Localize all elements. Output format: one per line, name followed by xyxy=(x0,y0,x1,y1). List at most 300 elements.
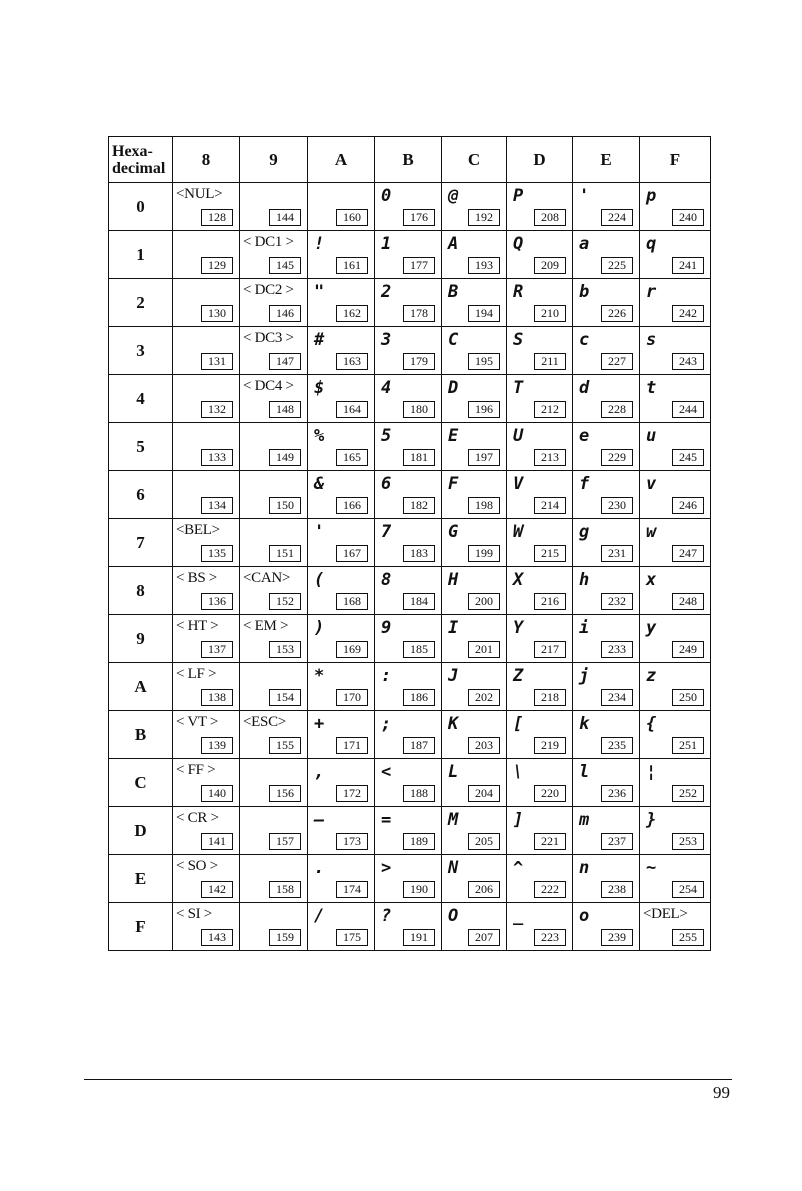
character-glyph: { xyxy=(646,714,657,734)
character-glyph: ' xyxy=(314,522,325,542)
character-glyph: U xyxy=(513,426,524,446)
table-cell xyxy=(173,711,240,759)
table-row xyxy=(109,519,711,567)
table-cell xyxy=(375,471,442,519)
character-glyph: R xyxy=(513,282,524,302)
decimal-code-box: 222 xyxy=(534,881,566,898)
column-header: 9 xyxy=(240,137,308,183)
control-code-label: <CAN> xyxy=(243,570,291,586)
table-row xyxy=(109,231,711,279)
character-glyph: = xyxy=(381,810,392,830)
decimal-code-box: 191 xyxy=(403,929,435,946)
decimal-code-box: 151 xyxy=(269,545,301,562)
row-header: 4 xyxy=(109,375,173,423)
character-glyph: r xyxy=(646,282,657,302)
control-code-label: <BEL> xyxy=(176,522,220,538)
decimal-code-box: 220 xyxy=(534,785,566,802)
table-cell xyxy=(507,903,573,951)
table-cell xyxy=(573,567,640,615)
decimal-code-box: 150 xyxy=(269,497,301,514)
table-cell xyxy=(375,519,442,567)
decimal-code-box: 181 xyxy=(403,449,435,466)
decimal-code-box: 214 xyxy=(534,497,566,514)
character-glyph: _ xyxy=(513,906,524,926)
decimal-code-box: 221 xyxy=(534,833,566,850)
decimal-code-box: 230 xyxy=(601,497,633,514)
decimal-code-box: 154 xyxy=(269,689,301,706)
decimal-code-box: 232 xyxy=(601,593,633,610)
character-glyph: q xyxy=(646,234,657,254)
character-glyph: – xyxy=(314,810,325,830)
row-header: F xyxy=(109,903,173,951)
character-glyph: ~ xyxy=(646,858,657,878)
character-glyph: W xyxy=(513,522,524,542)
decimal-code-box: 190 xyxy=(403,881,435,898)
decimal-code-box: 238 xyxy=(601,881,633,898)
character-glyph: ( xyxy=(314,570,325,590)
table-cell xyxy=(442,327,507,375)
table-row xyxy=(109,663,711,711)
character-glyph: H xyxy=(448,570,459,590)
character-glyph: ^ xyxy=(513,858,524,878)
decimal-code-box: 200 xyxy=(468,593,500,610)
table-cell xyxy=(375,759,442,807)
decimal-code-box: 166 xyxy=(336,497,368,514)
decimal-code-box: 253 xyxy=(672,833,704,850)
table-cell xyxy=(375,231,442,279)
table-cell xyxy=(375,567,442,615)
decimal-code-box: 175 xyxy=(336,929,368,946)
decimal-code-box: 134 xyxy=(201,497,233,514)
control-code-label: < LF > xyxy=(176,666,217,682)
character-glyph: 0 xyxy=(381,186,392,206)
decimal-code-box: 219 xyxy=(534,737,566,754)
decimal-code-box: 195 xyxy=(468,353,500,370)
table-cell xyxy=(573,327,640,375)
character-glyph: 8 xyxy=(381,570,392,590)
character-glyph: o xyxy=(579,906,590,926)
table-cell xyxy=(308,327,375,375)
table-cell xyxy=(240,231,308,279)
table-cell xyxy=(240,567,308,615)
table-cell xyxy=(173,231,240,279)
character-glyph: . xyxy=(314,858,325,878)
control-code-label: < DC4 > xyxy=(243,378,294,394)
table-cell xyxy=(507,615,573,663)
table-cell xyxy=(375,327,442,375)
decimal-code-box: 189 xyxy=(403,833,435,850)
decimal-code-box: 250 xyxy=(672,689,704,706)
table-cell xyxy=(640,519,711,567)
table-cell xyxy=(173,903,240,951)
table-cell xyxy=(173,567,240,615)
table-cell xyxy=(308,375,375,423)
decimal-code-box: 233 xyxy=(601,641,633,658)
character-glyph: L xyxy=(448,762,459,782)
row-header: 5 xyxy=(109,423,173,471)
table-row xyxy=(109,855,711,903)
table-cell xyxy=(240,663,308,711)
character-glyph: f xyxy=(579,474,590,494)
column-header: C xyxy=(442,137,507,183)
character-glyph: Z xyxy=(513,666,524,686)
table-cell xyxy=(308,759,375,807)
table-cell xyxy=(573,663,640,711)
decimal-code-box: 172 xyxy=(336,785,368,802)
character-glyph: @ xyxy=(448,186,459,206)
character-glyph: } xyxy=(646,810,657,830)
table-cell xyxy=(507,567,573,615)
table-cell xyxy=(507,231,573,279)
table-cell xyxy=(308,519,375,567)
decimal-code-box: 217 xyxy=(534,641,566,658)
decimal-code-box: 196 xyxy=(468,401,500,418)
decimal-code-box: 179 xyxy=(403,353,435,370)
hexadecimal-header xyxy=(109,137,173,183)
table-cell xyxy=(442,183,507,231)
character-glyph: A xyxy=(448,234,459,254)
table-cell xyxy=(173,183,240,231)
table-row xyxy=(109,711,711,759)
decimal-code-box: 203 xyxy=(468,737,500,754)
decimal-code-box: 234 xyxy=(601,689,633,706)
character-glyph: F xyxy=(448,474,459,494)
table-cell xyxy=(507,519,573,567)
table-row xyxy=(109,807,711,855)
decimal-code-box: 206 xyxy=(468,881,500,898)
table-cell xyxy=(375,807,442,855)
character-glyph: j xyxy=(579,666,590,686)
table-cell xyxy=(308,711,375,759)
character-code-table xyxy=(108,136,711,951)
character-glyph: K xyxy=(448,714,459,734)
decimal-code-box: 159 xyxy=(269,929,301,946)
character-glyph: P xyxy=(513,186,524,206)
decimal-code-box: 225 xyxy=(601,257,633,274)
character-glyph: > xyxy=(381,858,392,878)
character-glyph: % xyxy=(314,426,325,446)
table-cell xyxy=(308,663,375,711)
decimal-code-box: 139 xyxy=(201,737,233,754)
character-glyph: t xyxy=(646,378,657,398)
table-cell xyxy=(375,615,442,663)
character-glyph: D xyxy=(448,378,459,398)
table-cell xyxy=(573,183,640,231)
table-cell xyxy=(240,519,308,567)
decimal-code-box: 138 xyxy=(201,689,233,706)
decimal-code-box: 170 xyxy=(336,689,368,706)
character-glyph: n xyxy=(579,858,590,878)
character-glyph: < xyxy=(381,762,392,782)
character-glyph: b xyxy=(579,282,590,302)
decimal-code-box: 153 xyxy=(269,641,301,658)
table-row xyxy=(109,375,711,423)
decimal-code-box: 213 xyxy=(534,449,566,466)
table-cell xyxy=(442,615,507,663)
table-cell xyxy=(308,903,375,951)
character-glyph: \ xyxy=(513,762,524,782)
decimal-code-box: 158 xyxy=(269,881,301,898)
table-cell xyxy=(573,711,640,759)
character-glyph: J xyxy=(448,666,459,686)
character-glyph: M xyxy=(448,810,459,830)
decimal-code-box: 136 xyxy=(201,593,233,610)
character-glyph: , xyxy=(314,762,325,782)
decimal-code-box: 208 xyxy=(534,209,566,226)
table-cell xyxy=(640,183,711,231)
control-code-label: < SO > xyxy=(176,858,218,874)
decimal-code-box: 140 xyxy=(201,785,233,802)
decimal-code-box: 240 xyxy=(672,209,704,226)
character-glyph: : xyxy=(381,666,392,686)
row-header: 3 xyxy=(109,327,173,375)
character-glyph: 5 xyxy=(381,426,392,446)
table-cell xyxy=(442,711,507,759)
decimal-code-box: 245 xyxy=(672,449,704,466)
table-row xyxy=(109,567,711,615)
table-cell xyxy=(573,519,640,567)
table-row xyxy=(109,615,711,663)
decimal-code-box: 227 xyxy=(601,353,633,370)
decimal-code-box: 129 xyxy=(201,257,233,274)
table-cell xyxy=(375,279,442,327)
decimal-code-box: 132 xyxy=(201,401,233,418)
decimal-code-box: 168 xyxy=(336,593,368,610)
decimal-code-box: 164 xyxy=(336,401,368,418)
character-glyph: d xyxy=(579,378,590,398)
row-header: B xyxy=(109,711,173,759)
decimal-code-box: 210 xyxy=(534,305,566,322)
character-glyph: " xyxy=(314,282,325,302)
decimal-code-box: 178 xyxy=(403,305,435,322)
table-cell xyxy=(507,663,573,711)
table-cell xyxy=(442,519,507,567)
decimal-code-box: 255 xyxy=(672,929,704,946)
table-cell xyxy=(308,855,375,903)
table-cell xyxy=(442,423,507,471)
character-glyph: m xyxy=(579,810,590,830)
character-glyph: h xyxy=(579,570,590,590)
decimal-code-box: 180 xyxy=(403,401,435,418)
control-code-label: < DC3 > xyxy=(243,330,294,346)
decimal-code-box: 145 xyxy=(269,257,301,274)
character-glyph: G xyxy=(448,522,459,542)
decimal-code-box: 147 xyxy=(269,353,301,370)
decimal-code-box: 235 xyxy=(601,737,633,754)
character-glyph: 3 xyxy=(381,330,392,350)
decimal-code-box: 244 xyxy=(672,401,704,418)
character-glyph: S xyxy=(513,330,524,350)
decimal-code-box: 242 xyxy=(672,305,704,322)
decimal-code-box: 248 xyxy=(672,593,704,610)
decimal-code-box: 146 xyxy=(269,305,301,322)
table-cell xyxy=(507,375,573,423)
decimal-code-box: 171 xyxy=(336,737,368,754)
column-header: 8 xyxy=(173,137,240,183)
footer-divider xyxy=(84,1079,732,1080)
decimal-code-box: 205 xyxy=(468,833,500,850)
table-cell xyxy=(308,279,375,327)
decimal-code-box: 226 xyxy=(601,305,633,322)
table-row xyxy=(109,327,711,375)
character-glyph: V xyxy=(513,474,524,494)
decimal-code-box: 193 xyxy=(468,257,500,274)
character-glyph: C xyxy=(448,330,459,350)
character-glyph: ! xyxy=(314,234,325,254)
character-glyph: k xyxy=(579,714,590,734)
decimal-code-box: 165 xyxy=(336,449,368,466)
table-cell xyxy=(240,711,308,759)
character-glyph: B xyxy=(448,282,459,302)
table-cell xyxy=(573,231,640,279)
character-glyph: 2 xyxy=(381,282,392,302)
table-cell xyxy=(308,807,375,855)
table-cell xyxy=(442,567,507,615)
table-cell xyxy=(240,327,308,375)
character-glyph: E xyxy=(448,426,459,446)
table-cell xyxy=(640,279,711,327)
table-row xyxy=(109,903,711,951)
character-glyph: / xyxy=(314,906,325,926)
row-header: 6 xyxy=(109,471,173,519)
table-cell xyxy=(308,183,375,231)
table-cell xyxy=(573,423,640,471)
decimal-code-box: 187 xyxy=(403,737,435,754)
decimal-code-box: 197 xyxy=(468,449,500,466)
character-glyph: T xyxy=(513,378,524,398)
decimal-code-box: 236 xyxy=(601,785,633,802)
table-cell xyxy=(442,807,507,855)
character-glyph: 6 xyxy=(381,474,392,494)
character-glyph: O xyxy=(448,906,459,926)
table-cell xyxy=(640,231,711,279)
decimal-code-box: 202 xyxy=(468,689,500,706)
table-cell xyxy=(173,375,240,423)
table-cell xyxy=(442,903,507,951)
decimal-code-box: 243 xyxy=(672,353,704,370)
table-cell xyxy=(573,615,640,663)
decimal-code-box: 155 xyxy=(269,737,301,754)
character-glyph: ] xyxy=(513,810,524,830)
decimal-code-box: 137 xyxy=(201,641,233,658)
decimal-code-box: 135 xyxy=(201,545,233,562)
character-glyph: Q xyxy=(513,234,524,254)
table-cell xyxy=(442,471,507,519)
column-header: D xyxy=(507,137,573,183)
table-cell xyxy=(375,375,442,423)
character-glyph: e xyxy=(579,426,590,446)
decimal-code-box: 194 xyxy=(468,305,500,322)
hexadecimal-label-line1: Hexa- xyxy=(112,142,153,160)
control-code-label: <ESC> xyxy=(243,714,286,730)
decimal-code-box: 212 xyxy=(534,401,566,418)
decimal-code-box: 251 xyxy=(672,737,704,754)
table-cell xyxy=(507,183,573,231)
decimal-code-box: 204 xyxy=(468,785,500,802)
decimal-code-box: 207 xyxy=(468,929,500,946)
table-cell xyxy=(240,471,308,519)
decimal-code-box: 209 xyxy=(534,257,566,274)
decimal-code-box: 252 xyxy=(672,785,704,802)
table-cell xyxy=(308,615,375,663)
decimal-code-box: 231 xyxy=(601,545,633,562)
control-code-label: < CR > xyxy=(176,810,219,826)
table-cell xyxy=(240,375,308,423)
control-code-label: < DC2 > xyxy=(243,282,294,298)
table-cell xyxy=(573,375,640,423)
decimal-code-box: 131 xyxy=(201,353,233,370)
page-number: 99 xyxy=(713,1083,730,1102)
row-header: 9 xyxy=(109,615,173,663)
decimal-code-box: 163 xyxy=(336,353,368,370)
decimal-code-box: 211 xyxy=(534,353,566,370)
table-cell xyxy=(442,855,507,903)
table-cell xyxy=(640,423,711,471)
table-cell xyxy=(573,759,640,807)
table-cell xyxy=(240,279,308,327)
decimal-code-box: 144 xyxy=(269,209,301,226)
decimal-code-box: 229 xyxy=(601,449,633,466)
table-cell xyxy=(507,855,573,903)
character-glyph: X xyxy=(513,570,524,590)
table-cell xyxy=(375,903,442,951)
decimal-code-box: 215 xyxy=(534,545,566,562)
control-code-label: <DEL> xyxy=(643,906,688,922)
character-glyph: v xyxy=(646,474,657,494)
decimal-code-box: 247 xyxy=(672,545,704,562)
character-glyph: p xyxy=(646,186,657,206)
character-glyph: ' xyxy=(579,186,590,206)
decimal-code-box: 143 xyxy=(201,929,233,946)
character-glyph: ) xyxy=(314,618,325,638)
table-cell xyxy=(173,423,240,471)
decimal-code-box: 162 xyxy=(336,305,368,322)
character-glyph: l xyxy=(579,762,590,782)
table-cell xyxy=(173,663,240,711)
character-glyph: + xyxy=(314,714,325,734)
table-cell xyxy=(640,471,711,519)
table-cell xyxy=(640,759,711,807)
table-cell xyxy=(173,807,240,855)
character-glyph: & xyxy=(314,474,325,494)
decimal-code-box: 174 xyxy=(336,881,368,898)
table-cell xyxy=(375,423,442,471)
character-glyph: I xyxy=(448,618,459,638)
table-body xyxy=(109,183,711,951)
column-header: F xyxy=(640,137,711,183)
decimal-code-box: 237 xyxy=(601,833,633,850)
decimal-code-box: 177 xyxy=(403,257,435,274)
character-glyph: $ xyxy=(314,378,325,398)
column-header: B xyxy=(375,137,442,183)
row-header: D xyxy=(109,807,173,855)
table-cell xyxy=(375,663,442,711)
decimal-code-box: 188 xyxy=(403,785,435,802)
character-glyph: ? xyxy=(381,906,392,926)
character-glyph: w xyxy=(646,522,657,542)
table-cell xyxy=(308,471,375,519)
character-glyph: ; xyxy=(381,714,392,734)
row-header: 1 xyxy=(109,231,173,279)
table-cell xyxy=(442,279,507,327)
decimal-code-box: 199 xyxy=(468,545,500,562)
row-header: 8 xyxy=(109,567,173,615)
table-row xyxy=(109,471,711,519)
character-glyph: 1 xyxy=(381,234,392,254)
row-header: 7 xyxy=(109,519,173,567)
table-cell xyxy=(173,855,240,903)
table-cell xyxy=(573,903,640,951)
